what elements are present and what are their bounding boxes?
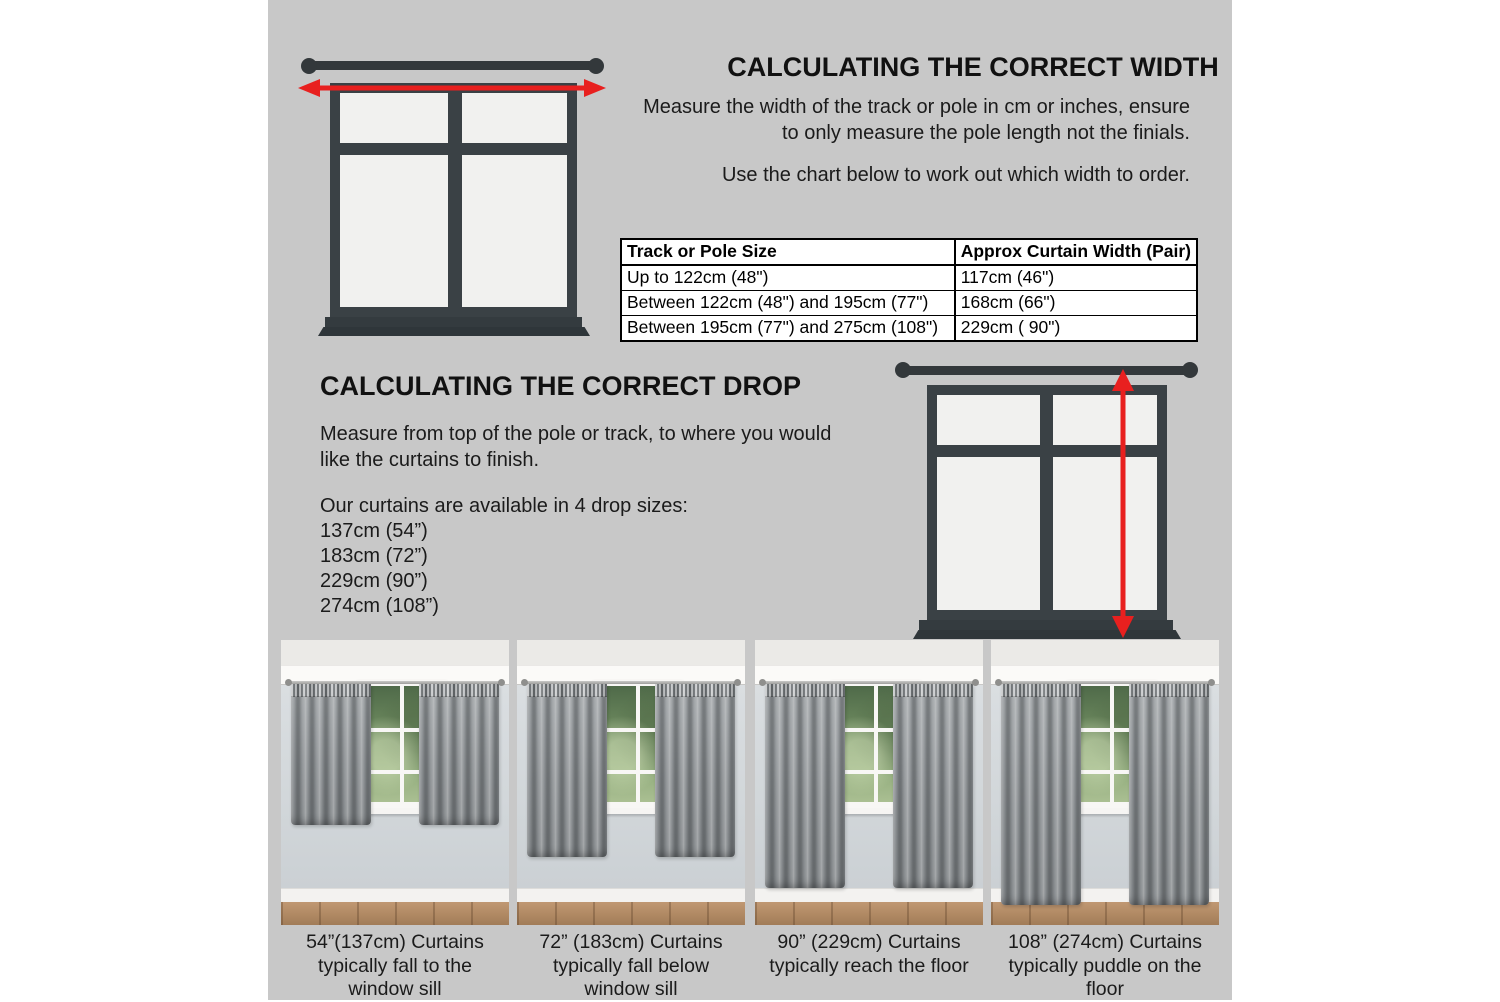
table-cell: Between 195cm (77") and 275cm (108") [621, 316, 955, 342]
skirting-board [755, 888, 983, 903]
ceiling [755, 640, 983, 666]
curtain-panel-left [527, 684, 607, 857]
skirting-board [517, 888, 745, 903]
ceiling [991, 640, 1219, 666]
curtain-pole [997, 681, 1213, 684]
drop-intro-line1: Measure from top of the pole or track, to where you would [320, 423, 832, 445]
width-intro-paragraph [620, 94, 1190, 146]
curtain-size-table [620, 238, 1198, 342]
curtain-example-photo [281, 640, 509, 925]
window-sill [913, 630, 1181, 639]
curtain-panel-left [1001, 684, 1081, 905]
drop-size-item: 274cm (108”) [320, 595, 439, 617]
drop-size-item: 137cm (54”) [320, 520, 428, 542]
curtain-panel-right [419, 684, 499, 825]
width-intro-line2: to only measure the pole length not the finials. [781, 122, 1190, 144]
drop-intro-line2: like the curtains to finish. [320, 449, 539, 471]
pole-finial-icon [1182, 362, 1198, 378]
curtain-pole [761, 681, 977, 684]
window-pane [937, 457, 1040, 610]
ceiling [517, 640, 745, 666]
window-pane [937, 395, 1040, 445]
curtain-panel-left [765, 684, 845, 888]
curtain-example-card-54 [281, 640, 509, 1000]
curtain-panel-right [655, 684, 735, 857]
wood-floor [755, 902, 983, 925]
drop-size-item: 183cm (72”) [320, 545, 428, 567]
curtain-panel-right [1129, 684, 1209, 905]
drop-sizes-heading: Our curtains are available in 4 drop sizes: [320, 495, 688, 517]
table-header-curtain-width: Approx Curtain Width (Pair) [955, 239, 1197, 265]
table-cell: Between 122cm (48") and 195cm (77") [621, 291, 955, 316]
photo-caption: 54”(137cm) Curtains typically fall to the window sill [306, 931, 484, 1000]
curtain-panel-left [291, 684, 371, 825]
curtain-example-card-72 [517, 640, 745, 1000]
wood-floor [517, 902, 745, 925]
window-mullion [1110, 686, 1114, 802]
curtain-pole-illustration [902, 366, 1192, 375]
drop-size-item: 229cm (90”) [320, 570, 428, 592]
width-intro-line1: Measure the width of the track or pole in cm or inches, ensure [643, 96, 1190, 118]
drop-section-title: CALCULATING THE CORRECT DROP [320, 371, 801, 401]
curtain-example-card-90 [755, 640, 983, 1000]
curtain-example-photo [517, 640, 745, 925]
wood-floor [281, 902, 509, 925]
photo-caption: 72” (183cm) Curtains typically fall below window sill [539, 931, 723, 1000]
wood-floor [991, 902, 1219, 925]
table-row [621, 291, 1197, 316]
ceiling [281, 640, 509, 666]
table-row [621, 316, 1197, 342]
width-chart-hint: Use the chart below to work out which width to order. [721, 164, 1190, 186]
pole-finial-icon [895, 362, 911, 378]
window-pane [1053, 395, 1157, 445]
table-row [621, 265, 1197, 291]
photo-caption: 108” (274cm) Curtains typically puddle on the floor [1008, 931, 1202, 1000]
skirting-board [281, 888, 509, 903]
table-cell: 229cm ( 90") [955, 316, 1197, 342]
curtain-example-photo [991, 640, 1219, 925]
table-cell: 117cm (46") [955, 265, 1197, 291]
infographic-content-area [268, 0, 1232, 1000]
window-mullion [636, 686, 640, 802]
photo-caption: 90” (229cm) Curtains typically reach the floor [769, 931, 969, 977]
drop-intro-paragraph [320, 421, 910, 473]
width-section-title: CALCULATING THE CORRECT WIDTH [727, 52, 1219, 82]
table-header-pole-size: Track or Pole Size [621, 239, 955, 265]
window-mullion [874, 686, 878, 802]
table-header-row [621, 239, 1197, 265]
window-pane [1053, 457, 1157, 610]
table-cell: Up to 122cm (48") [621, 265, 955, 291]
curtain-panel-right [893, 684, 973, 888]
curtain-pole [287, 681, 503, 684]
table-cell: 168cm (66") [955, 291, 1197, 316]
curtain-pole [523, 681, 739, 684]
drop-measure-arrow-icon [1109, 367, 1137, 640]
curtain-example-photo [755, 640, 983, 925]
drop-sizes-list [320, 494, 910, 619]
curtain-example-card-108 [991, 640, 1219, 1000]
window-mullion [400, 686, 404, 802]
